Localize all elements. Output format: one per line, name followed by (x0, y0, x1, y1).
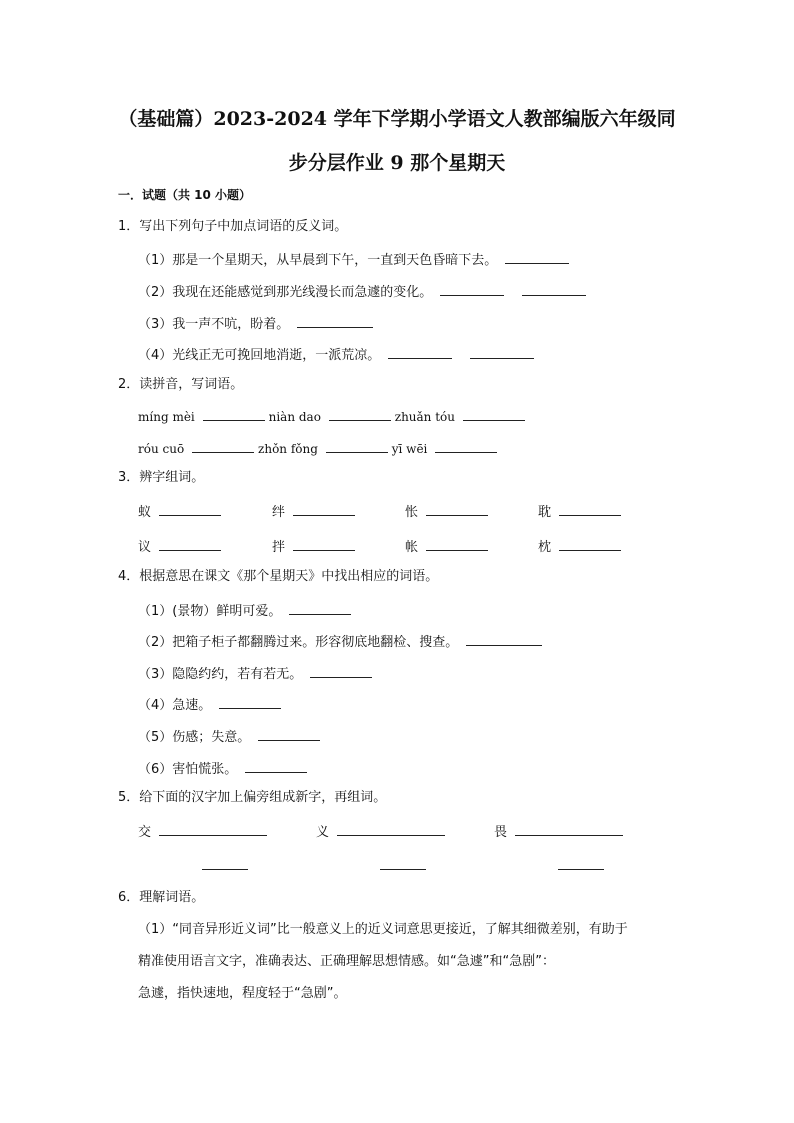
q3-char: 拌 (272, 540, 286, 555)
q3-blank[interactable] (559, 536, 621, 551)
q2-pinyin-3: zhuǎn tóu (394, 410, 456, 424)
q3-char: 帐 (405, 540, 419, 555)
q3-pair-7 (405, 536, 488, 557)
q4-blank-1[interactable] (289, 600, 351, 615)
q2-pinyin-1: míng mèi (138, 410, 195, 424)
q5-word-blank-1[interactable] (194, 855, 248, 876)
q6-paragraph-line-3: 急遽，指快速地，程度轻于“急剧”。 (138, 986, 347, 1001)
q4-blank-6[interactable] (245, 758, 307, 773)
q5-char: 交 (138, 825, 152, 840)
q6-stem: 6．理解词语。 (118, 890, 205, 905)
q3-pair-4 (538, 501, 621, 522)
q5-word-blank[interactable] (558, 855, 604, 870)
q5-char-group-1 (138, 821, 267, 842)
q5-word-blank[interactable] (380, 855, 426, 870)
q4-item-4-text: （4）急速。 (138, 698, 212, 713)
q4-item-6-text: （6）害怕慌张。 (138, 762, 238, 777)
q2-blank-1[interactable] (203, 406, 265, 421)
q5-char: 义 (316, 825, 330, 840)
q3-char: 蚁 (138, 505, 152, 520)
q1-item-3 (138, 313, 373, 334)
q4-stem: 4．根据意思在课文《那个星期天》中找出相应的词语。 (118, 569, 439, 584)
q4-item-5-text: （5）伤感；失意。 (138, 730, 251, 745)
q3-pair-6 (272, 536, 355, 557)
q5-blank[interactable] (159, 821, 267, 836)
q1-answer-blank-2b[interactable] (522, 281, 586, 296)
q5-char: 畏 (494, 825, 508, 840)
q2-pinyin-row-1 (138, 406, 525, 426)
q4-blank-3[interactable] (310, 663, 372, 678)
q5-word-blank-3[interactable] (550, 855, 604, 876)
q3-char: 怅 (405, 505, 419, 520)
q3-blank[interactable] (426, 501, 488, 516)
q3-pair-8 (538, 536, 621, 557)
q6-paragraph-line-2: 精准使用语言文字，准确表达、正确理解思想情感。如“急遽”和“急剧”： (138, 954, 555, 969)
q3-char: 枕 (538, 540, 552, 555)
q2-blank-6[interactable] (435, 438, 497, 453)
q3-blank[interactable] (159, 501, 221, 516)
q3-pair-2 (272, 501, 355, 522)
q1-answer-blank-4b[interactable] (470, 344, 534, 359)
q1-answer-blank-2a[interactable] (440, 281, 504, 296)
q5-word-blank[interactable] (202, 855, 248, 870)
q3-blank[interactable] (159, 536, 221, 551)
q2-blank-4[interactable] (192, 438, 254, 453)
q4-item-1 (138, 600, 351, 621)
q4-item-4 (138, 694, 281, 715)
section-heading: 一．试题（共 10 小题） (118, 188, 252, 202)
q3-blank[interactable] (293, 501, 355, 516)
q2-blank-5[interactable] (326, 438, 388, 453)
q2-blank-3[interactable] (463, 406, 525, 421)
q3-blank[interactable] (426, 536, 488, 551)
q1-item-2-text: （2）我现在还能感觉到那光线漫长而急遽的变化。 (138, 285, 433, 300)
q4-item-3 (138, 663, 372, 684)
q1-answer-blank-3[interactable] (297, 313, 373, 328)
q3-pair-3 (405, 501, 488, 522)
q5-blank[interactable] (337, 821, 445, 836)
q4-item-3-text: （3）隐隐约约，若有若无。 (138, 667, 303, 682)
q3-char: 议 (138, 540, 152, 555)
q3-char: 耽 (538, 505, 552, 520)
q2-pinyin-5: zhǒn fǒng (258, 442, 318, 456)
q1-answer-blank-4a[interactable] (388, 344, 452, 359)
q2-stem: 2．读拼音，写词语。 (118, 377, 244, 392)
q1-item-3-text: （3）我一声不吭，盼着。 (138, 317, 290, 332)
q1-item-2 (138, 281, 586, 302)
q5-char-group-2 (316, 821, 445, 842)
q2-pinyin-4: róu cuō (138, 442, 185, 456)
q3-pair-5 (138, 536, 221, 557)
q3-pair-1 (138, 501, 221, 522)
q3-char: 绊 (272, 505, 286, 520)
q4-blank-4[interactable] (219, 694, 281, 709)
q2-pinyin-2: niàn dao (268, 410, 321, 424)
q6-paragraph-line-1: （1）“同音异形近义词”比一般意义上的近义词意思更接近，了解其细微差别，有助于 (138, 922, 628, 937)
q2-pinyin-row-2 (138, 438, 497, 458)
q5-char-group-3 (494, 821, 623, 842)
q4-item-2-text: （2）把箱子柜子都翻腾过来。形容彻底地翻检、搜查。 (138, 635, 459, 650)
q5-stem: 5．给下面的汉字加上偏旁组成新字，再组词。 (118, 790, 387, 805)
q4-item-2 (138, 631, 542, 652)
q1-answer-blank-1[interactable] (505, 249, 569, 264)
q1-item-4 (138, 344, 534, 365)
q2-pinyin-6: yī wēi (391, 442, 428, 456)
q4-item-5 (138, 726, 320, 747)
q3-blank[interactable] (293, 536, 355, 551)
q5-blank[interactable] (515, 821, 623, 836)
q1-item-1-text: （1）那是一个星期天，从早晨到下午，一直到天色昏暗下去。 (138, 253, 498, 268)
q4-blank-2[interactable] (466, 631, 542, 646)
q1-stem: 1．写出下列句子中加点词语的反义词。 (118, 219, 348, 234)
q4-item-1-text: （1）(景物）鲜明可爱。 (138, 604, 282, 619)
q2-blank-2[interactable] (329, 406, 391, 421)
q4-item-6 (138, 758, 307, 779)
page-title-line-2: 步分层作业 9 那个星期天 (288, 152, 506, 174)
q3-stem: 3．辨字组词。 (118, 470, 205, 485)
q3-blank[interactable] (559, 501, 621, 516)
page-title-line-1: （基础篇）2023-2024 学年下学期小学语文人教部编版六年级同 (118, 108, 676, 130)
q1-item-1 (138, 249, 569, 270)
q5-word-blank-2[interactable] (372, 855, 426, 876)
q1-item-4-text: （4）光线正无可挽回地消逝，一派荒凉。 (138, 348, 381, 363)
q4-blank-5[interactable] (258, 726, 320, 741)
